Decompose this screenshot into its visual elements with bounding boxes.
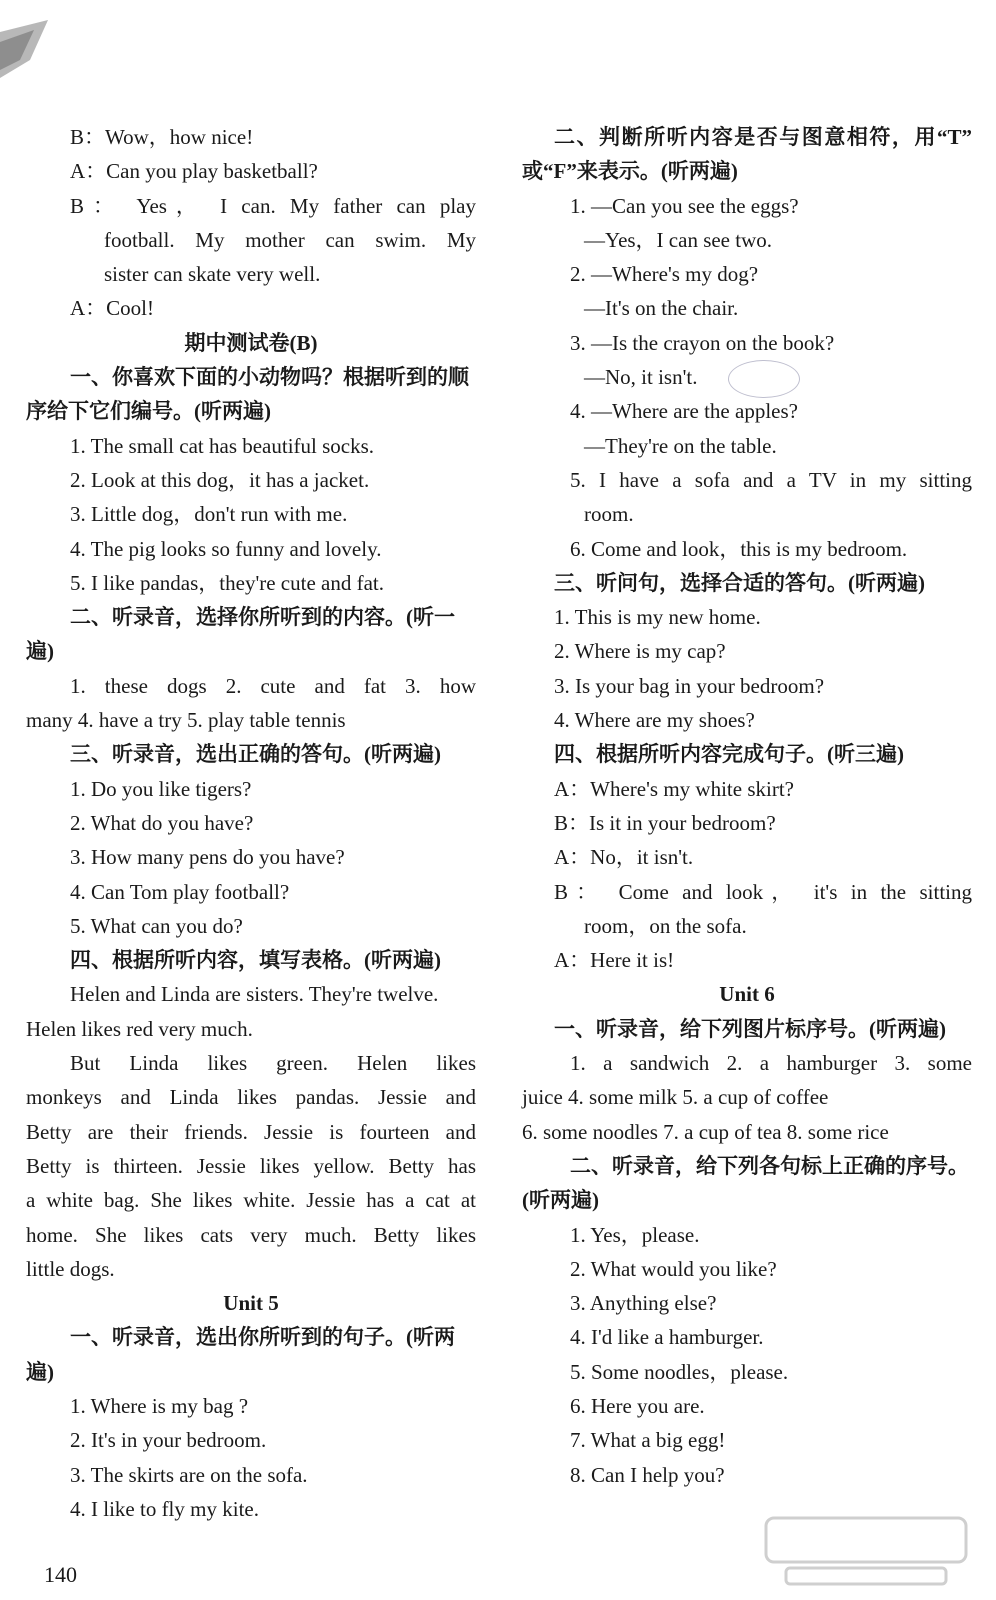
left-line: 遍) [26,639,54,664]
left-line: football. My mother can swim. My [104,227,476,252]
right-line: 或“F”来表示。(听两遍) [522,159,738,184]
left-line: Betty is thirteen. Jessie likes yellow. Betty has [26,1153,476,1178]
right-column [522,120,972,1492]
right-line: 3. —Is the crayon on the book? [570,330,835,355]
left-line: 2. What do you have? [70,810,254,835]
right-line: 1. Yes，please. [570,1222,700,1247]
right-line: —It's on the chair. [584,296,739,321]
left-line: But Linda likes green. Helen likes [70,1051,476,1076]
right-line: 2. —Where's my dog? [570,262,759,287]
right-line: 二、听录音，给下列各句标上正确的序号。 [570,1153,969,1178]
left-line: 1. Do you like tigers? [70,776,252,801]
left-line: 一、你喜欢下面的小动物吗？根据听到的顺 [70,365,469,390]
left-line: 4. I like to fly my kite. [70,1496,259,1521]
right-line: room，on the sofa. [584,913,747,938]
right-line: 四、根据所听内容完成句子。(听三遍) [554,742,904,767]
right-line: 6. some noodles 7. a cup of tea 8. some rice [522,1119,889,1144]
right-line: 7. What a big egg! [570,1428,726,1453]
right-line: 6. Come and look，this is my bedroom. [570,536,908,561]
right-line: 4. I'd like a hamburger. [570,1325,764,1350]
left-line: 4. The pig looks so funny and lovely. [70,536,382,561]
left-line: 序给下它们编号。(听两遍) [26,399,271,424]
right-line: Unit 6 [719,982,775,1007]
left-line: Betty are their friends. Jessie is fourteen and [26,1119,476,1144]
left-line: B：Wow，how nice! [70,125,254,149]
stamp-mark [728,360,800,398]
right-line: 4. —Where are the apples? [570,399,798,424]
left-line: monkeys and Linda likes pandas. Jessie and [26,1085,476,1110]
left-line: 3. Little dog，don't run with me. [70,502,348,527]
left-line: 5. I like pandas，they're cute and fat. [70,570,384,595]
left-line: 期中测试卷(B) [184,330,318,355]
right-line: 3. Is your bag in your bedroom? [554,673,825,698]
left-line: Helen and Linda are sisters. They're twelve. [70,982,439,1007]
right-line: B： Come and look， it's in the sitting [554,879,972,904]
right-line: A：Where's my white skirt? [554,776,794,801]
left-line: 1. these dogs 2. cute and fat 3. how [70,673,476,698]
right-line: 1. —Can you see the eggs? [570,193,799,218]
right-line: A：No，it isn't. [554,845,694,870]
left-line: 一、听录音，选出你所听到的句子。(听两 [70,1325,455,1350]
right-line: 4. Where are my shoes? [554,708,755,733]
right-line: 3. Anything else? [570,1291,717,1316]
left-line: 遍) [26,1359,54,1384]
left-line: 5. What can you do? [70,913,243,938]
right-line: —They're on the table. [584,433,777,458]
left-line: 2. It's in your bedroom. [70,1428,267,1453]
left-line: B： Yes， I can. My father can play [70,193,476,218]
right-line: 5. I have a sofa and a TV in my sitting [570,467,972,492]
right-line: room. [584,502,634,527]
left-line: 1. Where is my bag ? [70,1393,249,1418]
left-line: 4. Can Tom play football? [70,879,290,904]
right-line: 6. Here you are. [570,1393,705,1418]
right-line: 5. Some noodles，please. [570,1359,789,1384]
right-line: 1. a sandwich 2. a hamburger 3. some [570,1051,972,1076]
right-line: —No, it isn't. [584,365,698,390]
left-line: 3. How many pens do you have? [70,845,345,870]
left-line: Helen likes red very much. [26,1016,253,1041]
right-line: 2. Where is my cap? [554,639,726,664]
left-line: home. She likes cats very much. Betty likes [26,1222,476,1247]
left-line: many 4. have a try 5. play table tennis [26,708,346,733]
left-line: 四、根据所听内容，填写表格。(听两遍) [70,948,441,973]
left-line: A：Cool! [70,296,154,321]
right-line: 一、听录音，给下列图片标序号。(听两遍) [554,1016,946,1041]
left-line: 三、听录音，选出正确的答句。(听两遍) [70,742,441,767]
right-line: 二、判断所听内容是否与图意相符，用“T” [554,125,972,149]
left-line: little dogs. [26,1256,115,1281]
left-line: sister can skate very well. [104,262,321,287]
left-line: a white bag. She likes white. Jessie has a cat at [26,1188,476,1213]
right-line: 8. Can I help you? [570,1462,725,1487]
right-line: —Yes，I can see two. [584,227,773,252]
page-corner-decoration [0,20,60,90]
right-line: 1. This is my new home. [554,605,761,630]
left-line: Unit 5 [223,1291,279,1316]
right-line: (听两遍) [522,1188,599,1213]
right-line: 2. What would you like? [570,1256,777,1281]
right-line: 三、听问句，选择合适的答句。(听两遍) [554,570,925,595]
right-line: A：Here it is! [554,948,675,973]
left-line: 2. Look at this dog，it has a jacket. [70,467,370,492]
right-line: juice 4. some milk 5. a cup of coffee [522,1085,829,1110]
left-line: 1. The small cat has beautiful socks. [70,433,375,458]
watermark-logo [756,1510,976,1590]
right-line: B：Is it in your bedroom? [554,810,776,835]
left-line: A：Can you play basketball? [70,159,318,184]
left-line: 3. The skirts are on the sofa. [70,1462,308,1487]
page-number: 140 [44,1562,77,1587]
left-column [26,120,476,1526]
left-line: 二、听录音，选择你所听到的内容。(听一 [70,605,455,630]
